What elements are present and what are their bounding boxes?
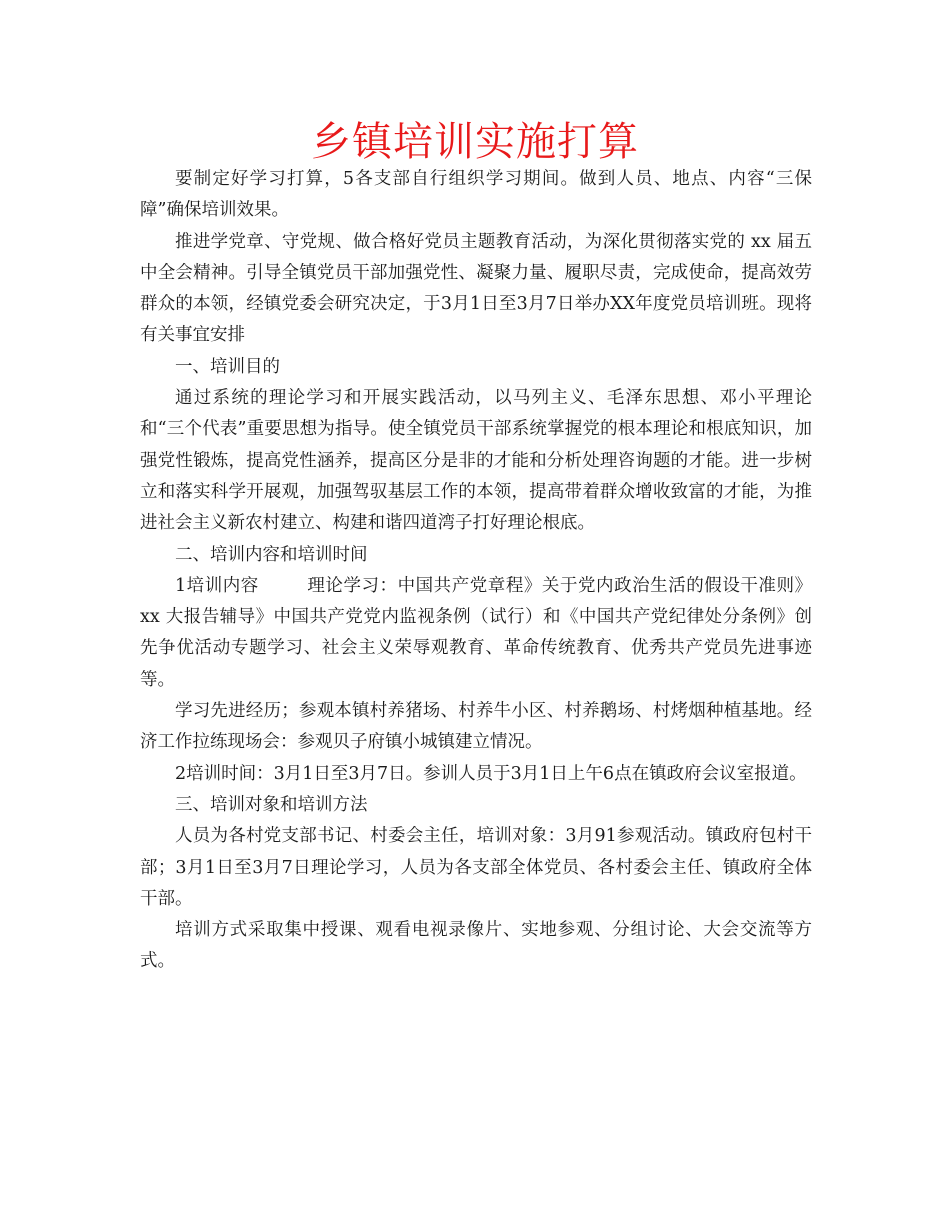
document-title: 乡镇培训实施打算 <box>311 119 639 165</box>
paragraph-purpose: 通过系统的理论学习和开展实践活动，以马列主义、毛泽东思想、邓小平理论和“三个代表”重要思想为指导。使全镇党员干部系统掌握党的根本理论和根底知识，加强党性锻炼，提高党性涵养，提高区分是非的才能和分析处理咨询题的才能。进一步树立和落实科学开展观，加强驾驭基层工作的本领，提高带着群众增收致富的才能，为推进社会主义新农村建立、构建和谐四道湾子打好理论根底。 <box>140 388 812 534</box>
content-text: 理论学习：中国共产党章程》关于党内政治生活的假设干准则》xx 大报告辅导》中国共产党党内监视条例（试行）和《中国共产党纪律处分条例》创先争优活动专题学习、社会主义荣辱观教育、革命传统教育、优秀共产党员先进事迹等。 <box>140 575 812 690</box>
paragraph-intro: 要制定好学习打算，5各支部自行组织学习期间。做到人员、地点、内容“三保障”确保培训效果。 <box>140 169 812 221</box>
paragraph-content <box>140 571 812 696</box>
paragraph-time: 2培训时间：3月1日至3月7日。参训人员于3月1日上午6点在镇政府会议室报道。 <box>175 763 807 784</box>
content-label: 1培训内容 <box>175 575 259 596</box>
paragraph-visits: 学习先进经历；参观本镇村养猪场、村养牛小区、村养鹅场、村烤烟种植基地。经济工作拉练现场会：参观贝子府镇小城镇建立情况。 <box>140 701 812 753</box>
document-body <box>140 164 812 978</box>
section-heading-participants-methods: 三、培训对象和培训方法 <box>175 794 368 815</box>
paragraph-participants: 人员为各村党支部书记、村委会主任，培训对象：3月91参观活动。镇政府包村干部；3月1日至3月7日理论学习，人员为各支部全体党员、各村委会主任、镇政府全体干部。 <box>140 826 812 909</box>
section-heading-content-time: 二、培训内容和培训时间 <box>175 544 368 565</box>
paragraph-methods: 培训方式采取集中授课、观看电视录像片、实地参观、分组讨论、大会交流等方式。 <box>140 920 812 972</box>
paragraph-background: 推进学党章、守党规、做合格好党员主题教育活动，为深化贯彻落实党的 xx 届五中全会精神。引导全镇党员干部加强党性、凝聚力量、履职尽责，完成使命，提高效劳群众的本领，经镇党委会研究决定，于3月1日至3月7日举办XX年度党员培训班。现将有关事宜安排 <box>140 231 812 346</box>
section-heading-purpose: 一、培训目的 <box>175 356 280 377</box>
